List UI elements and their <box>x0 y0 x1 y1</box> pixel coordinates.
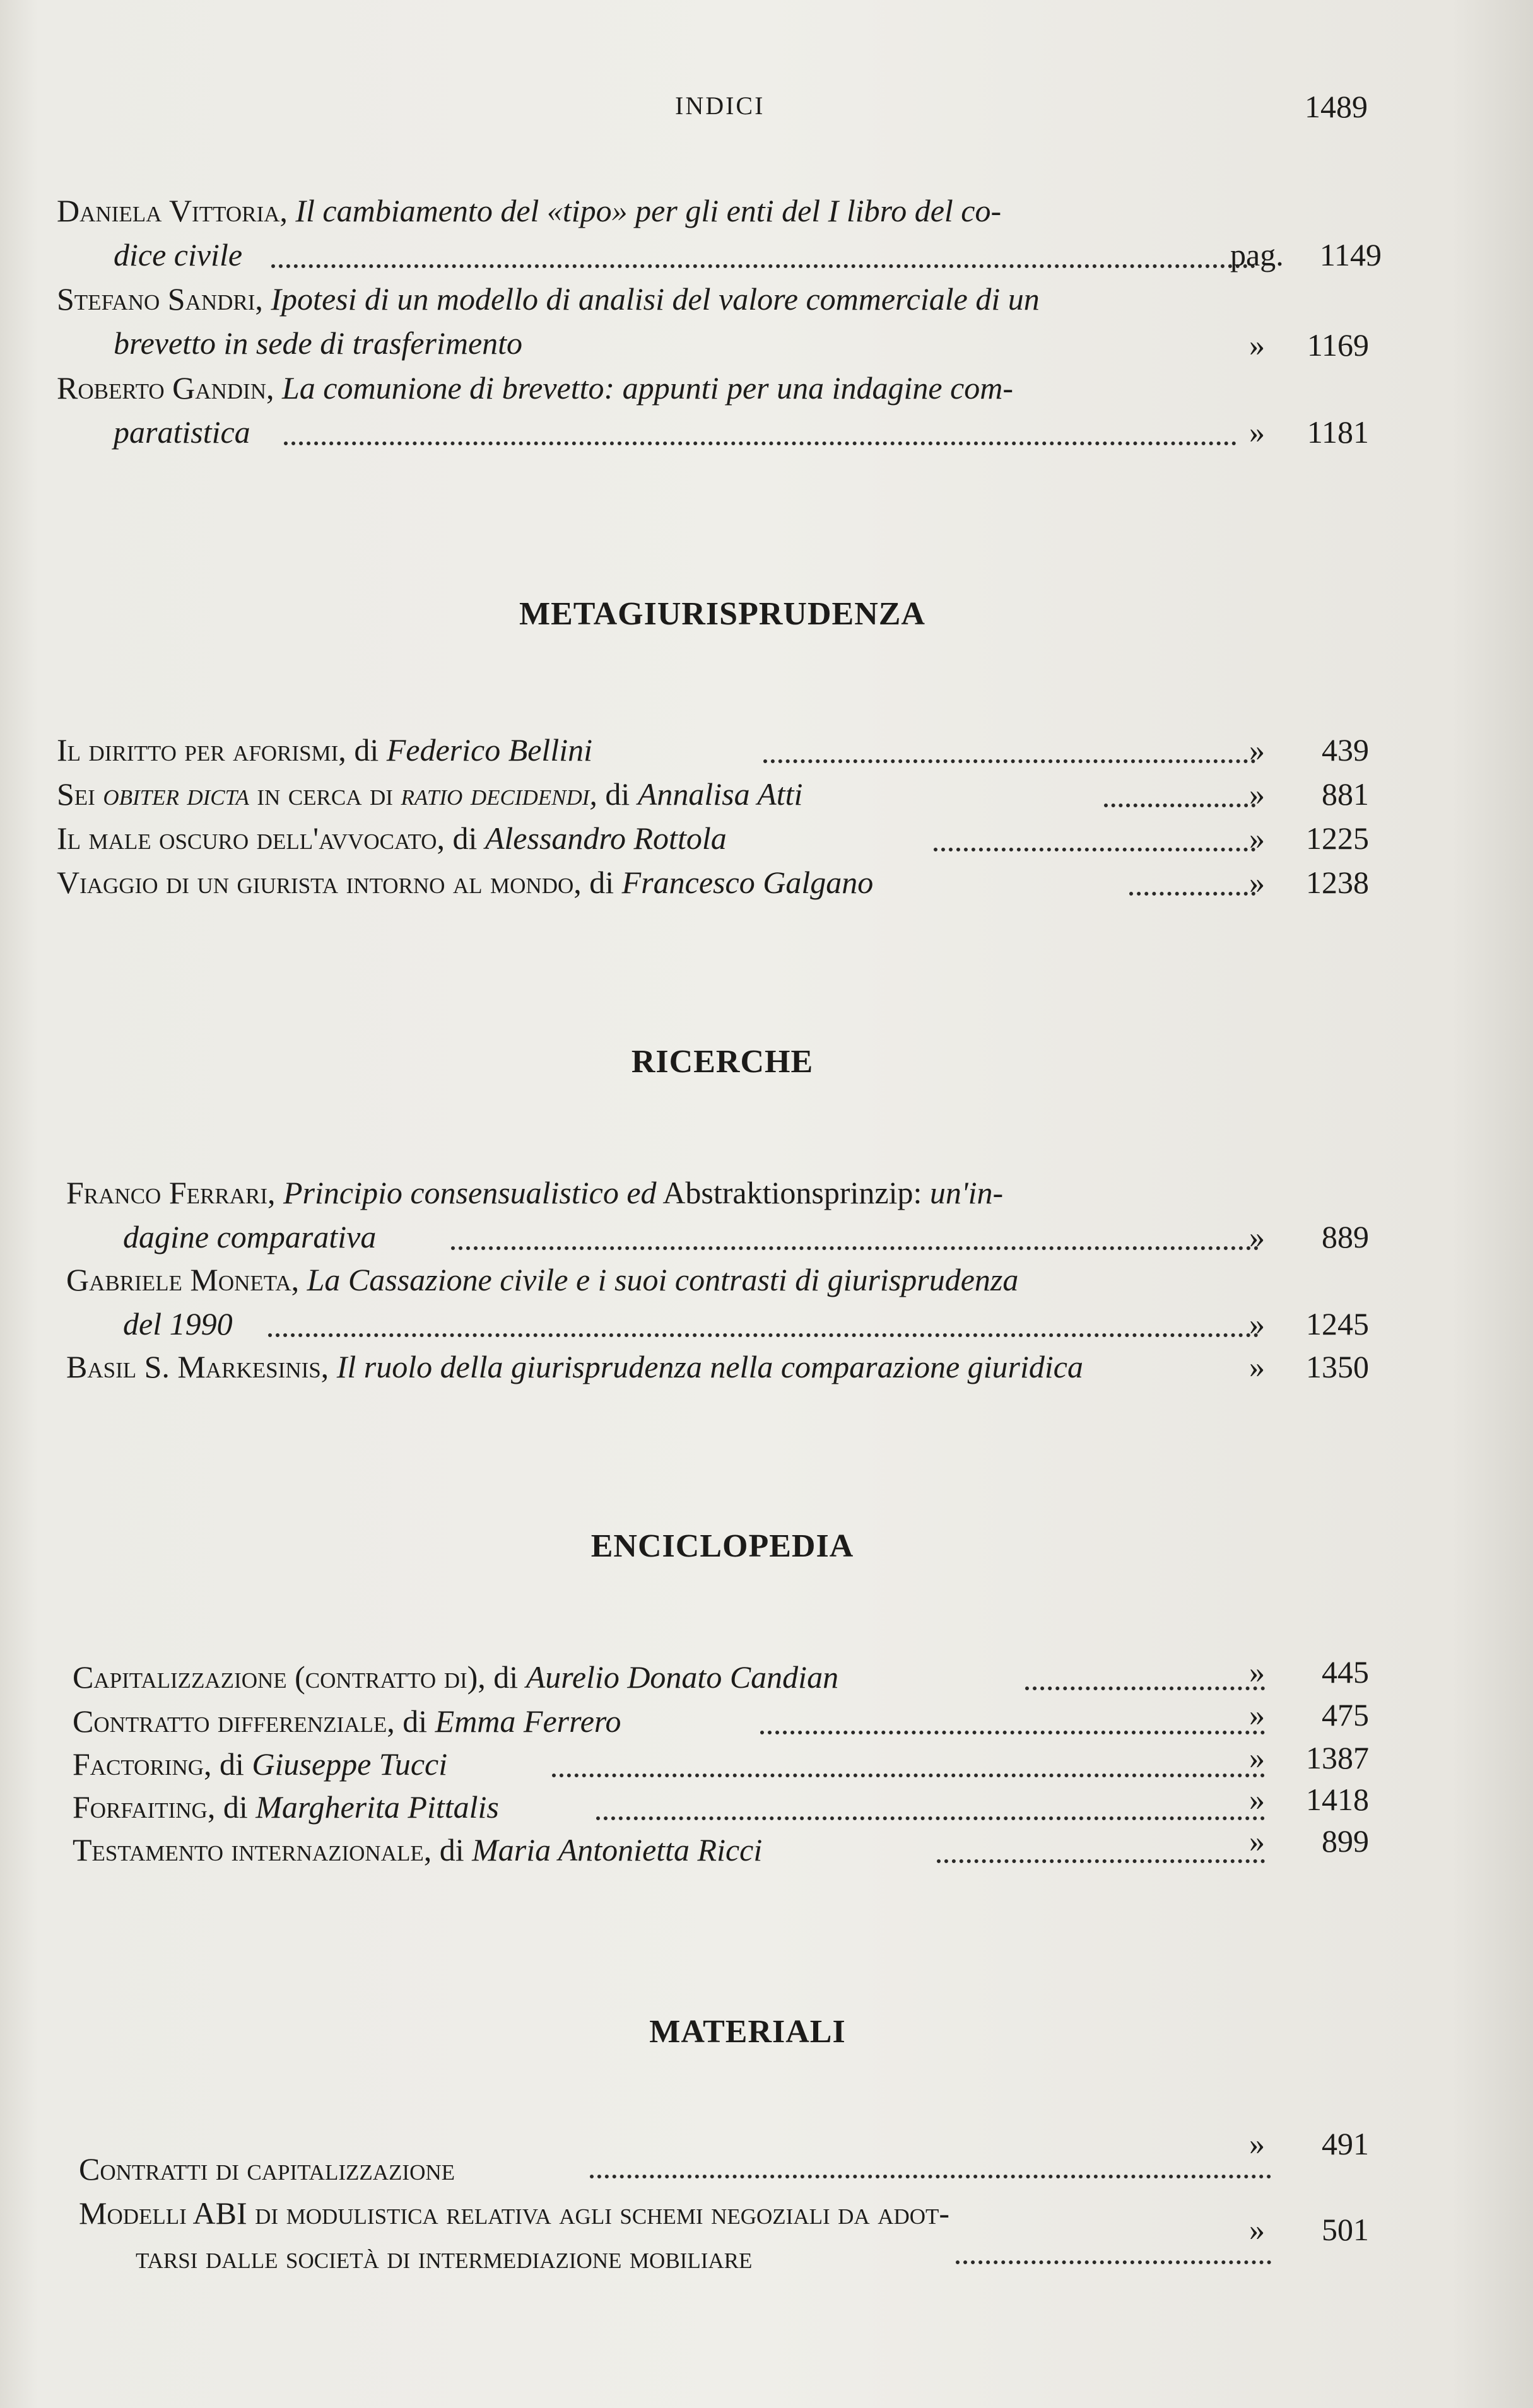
entry-title: Ipotesi di un modello di analisi del valore commerciale di un <box>271 281 1040 317</box>
ref-mark: » <box>1249 732 1265 768</box>
entry-title: Il cambiamento del «tipo» per gli enti del I libro del co- <box>295 193 1002 228</box>
ref-mark: » <box>1249 327 1265 363</box>
entry-author: Aurelio Donato Candian <box>526 1659 839 1695</box>
leader-dots <box>1025 1678 1265 1690</box>
ref-page: 881 <box>1322 776 1369 812</box>
entry-by: di <box>439 1832 464 1867</box>
ref-mark: » <box>1249 2126 1265 2161</box>
entry-author: Giuseppe Tucci <box>252 1746 448 1782</box>
leader-dots <box>552 1765 1265 1777</box>
ref-mark: » <box>1249 1654 1265 1690</box>
ref-mark: » <box>1249 776 1265 812</box>
ref-page: 1387 <box>1306 1740 1369 1775</box>
index-entry <box>66 1261 1378 1350</box>
index-entry <box>73 1782 1385 1833</box>
index-entry <box>73 1697 1385 1747</box>
index-entry <box>73 1823 1385 1876</box>
ref-page: 1169 <box>1307 327 1369 363</box>
entry-title: Capitalizzazione (contratto di), <box>73 1659 486 1695</box>
ref-page: 475 <box>1322 1697 1369 1733</box>
entry-title: La comunione di brevetto: appunti per una indagine com- <box>281 370 1014 406</box>
index-entry <box>57 732 1369 776</box>
ref-page: 899 <box>1322 1823 1369 1859</box>
entry-by: di <box>354 732 379 768</box>
ref-mark: » <box>1249 1740 1265 1775</box>
entry-title: Viaggio di un giurista intorno al mondo, <box>57 865 582 900</box>
running-head <box>0 88 1533 126</box>
index-entry <box>57 864 1369 908</box>
ref-mark: » <box>1249 1349 1265 1384</box>
ref-mark: » <box>1249 1823 1265 1859</box>
entry-title-part: Abstraktionsprinzip: <box>662 1175 922 1210</box>
entry-title: Contratto differenziale, <box>73 1704 395 1739</box>
index-entry <box>79 2195 1391 2283</box>
entry-author: Annalisa Atti <box>637 776 803 812</box>
ref-mark: pag. <box>1230 237 1284 272</box>
leader-dots <box>937 1850 1265 1863</box>
ref-page: 1350 <box>1306 1349 1369 1384</box>
ref-page: 501 <box>1322 2212 1369 2247</box>
entry-title: Il diritto per aforismi, <box>57 732 346 768</box>
entry-by: di <box>223 1789 248 1825</box>
entry-author: Federico Bellini <box>386 732 592 768</box>
index-entry: Stefano Sandri, Ipotesi di un modello di analisi del valore commerciale di un brevetto in sede di trasferimento <box>57 281 1040 361</box>
leader-dots <box>763 751 1255 763</box>
ref-page: 1418 <box>1306 1782 1369 1817</box>
running-head-title: INDICI <box>675 91 765 120</box>
leader-dots <box>284 433 1236 445</box>
entry-title-part: un'in- <box>929 1175 1004 1210</box>
entry-title-continued: dice civile <box>114 237 243 272</box>
entry-by: di <box>493 1659 519 1695</box>
entry-title-continued: del 1990 <box>123 1306 233 1341</box>
entry-author: Maria Antonietta Ricci <box>472 1832 763 1867</box>
entry-by: di <box>452 821 478 856</box>
entry-title-part: Sei <box>57 776 95 812</box>
index-entry <box>66 1174 1378 1263</box>
entry-author: Roberto Gandin <box>57 370 266 406</box>
entry-author: Franco Ferrari, <box>66 1175 276 1210</box>
leader-dots <box>1129 883 1255 896</box>
ref-mark: » <box>1249 1697 1265 1733</box>
ref-page: 889 <box>1322 1219 1369 1254</box>
ref-mark: » <box>1249 1782 1265 1817</box>
ref-mark: » <box>1249 821 1265 856</box>
index-entry <box>57 776 1369 820</box>
page-number: 1489 <box>1305 89 1368 124</box>
index-entry <box>79 2151 1391 2195</box>
entry-title-continued: tarsi dalle società di intermediazione mobiliare <box>136 2240 753 2275</box>
entry-author: Alessandro Rottola <box>485 821 727 856</box>
section-heading-metagiurisprudenza: METAGIURISPRUDENZA <box>519 596 925 632</box>
ref-page: 1245 <box>1306 1306 1369 1341</box>
entry-author: Daniela Vittoria <box>57 193 280 228</box>
leader-dots <box>1104 795 1255 807</box>
entry-title: La Cassazione civile e i suoi contrasti di giurisprudenza <box>307 1262 1019 1297</box>
entry-title: Testamento internazionale, <box>73 1832 432 1867</box>
ref-mark: » <box>1249 414 1265 450</box>
section-heading-materiali: MATERIALI <box>649 2014 846 2050</box>
section-heading-enciclopedia: ENCICLOPEDIA <box>590 1528 854 1564</box>
entry-title-part: obiter dicta <box>103 776 249 812</box>
leader-dots <box>268 1324 1259 1337</box>
ref-mark: » <box>1249 865 1265 900</box>
index-entry <box>66 1348 1378 1393</box>
entry-title-continued: brevetto in sede di trasferimento <box>114 325 523 361</box>
entry-title: Principio consensualistico ed <box>283 1175 657 1210</box>
entry-title: Forfaiting, <box>73 1789 216 1825</box>
leader-dots <box>271 255 1255 268</box>
ref-page: 445 <box>1322 1654 1369 1690</box>
index-entry <box>73 1740 1385 1790</box>
entry-author: Basil S. Markesinis, <box>66 1349 329 1384</box>
entry-author: Stefano Sandri <box>57 281 256 317</box>
ref-page: 439 <box>1322 732 1369 768</box>
ref-page: 1181 <box>1307 414 1369 450</box>
index-entry <box>57 820 1369 864</box>
entry-title-continued: dagine comparativa <box>123 1219 377 1254</box>
ref-mark: » <box>1249 1219 1265 1254</box>
ref-mark: » <box>1249 1306 1265 1341</box>
entry-title: Contratti di capitalizzazione <box>79 2151 455 2187</box>
leader-dots <box>934 839 1255 851</box>
index-entry: Daniela Vittoria, Il cambiamento del «tipo» per gli enti del I libro del co- dice civile pag. 1149 <box>57 193 1382 272</box>
entry-by: di <box>220 1746 244 1782</box>
entry-by: di <box>589 865 614 900</box>
ref-page: 1225 <box>1306 821 1369 856</box>
ref-mark: » <box>1249 2212 1265 2247</box>
leader-dots <box>956 2252 1271 2264</box>
entry-title: Factoring, <box>73 1746 212 1782</box>
entry-title: Il male oscuro dell'avvocato, <box>57 821 445 856</box>
section-heading-ricerche: RICERCHE <box>631 1044 814 1080</box>
entry-title-continued: paratistica <box>114 414 250 450</box>
leader-dots <box>596 1808 1265 1820</box>
entry-title-part: ratio decidendi, <box>401 776 597 812</box>
entry-by: di <box>605 776 630 812</box>
leader-dots <box>760 1722 1265 1734</box>
ref-page: 491 <box>1322 2126 1369 2161</box>
ref-page: 1149 <box>1319 237 1382 272</box>
entry-author: Emma Ferrero <box>435 1704 621 1739</box>
index-entry: Roberto Gandin, La comunione di brevetto: appunti per una indagine com- paratistica » 1181 <box>57 370 1369 450</box>
entry-title: Modelli ABI di modulistica relativa agli schemi negoziali da adot- <box>79 2195 950 2231</box>
entry-author: Margherita Pittalis <box>256 1789 499 1825</box>
index-entry <box>73 1654 1385 1703</box>
entry-title: Il ruolo della giurisprudenza nella comparazione giuridica <box>336 1349 1083 1384</box>
entry-by: di <box>402 1704 428 1739</box>
leader-dots <box>590 2166 1271 2178</box>
ref-page: 1238 <box>1306 865 1369 900</box>
leader-dots <box>451 1237 1259 1250</box>
entry-author: Gabriele Moneta, <box>66 1262 300 1297</box>
entry-title-part: in cerca di <box>257 776 393 812</box>
entry-author: Francesco Galgano <box>621 865 874 900</box>
